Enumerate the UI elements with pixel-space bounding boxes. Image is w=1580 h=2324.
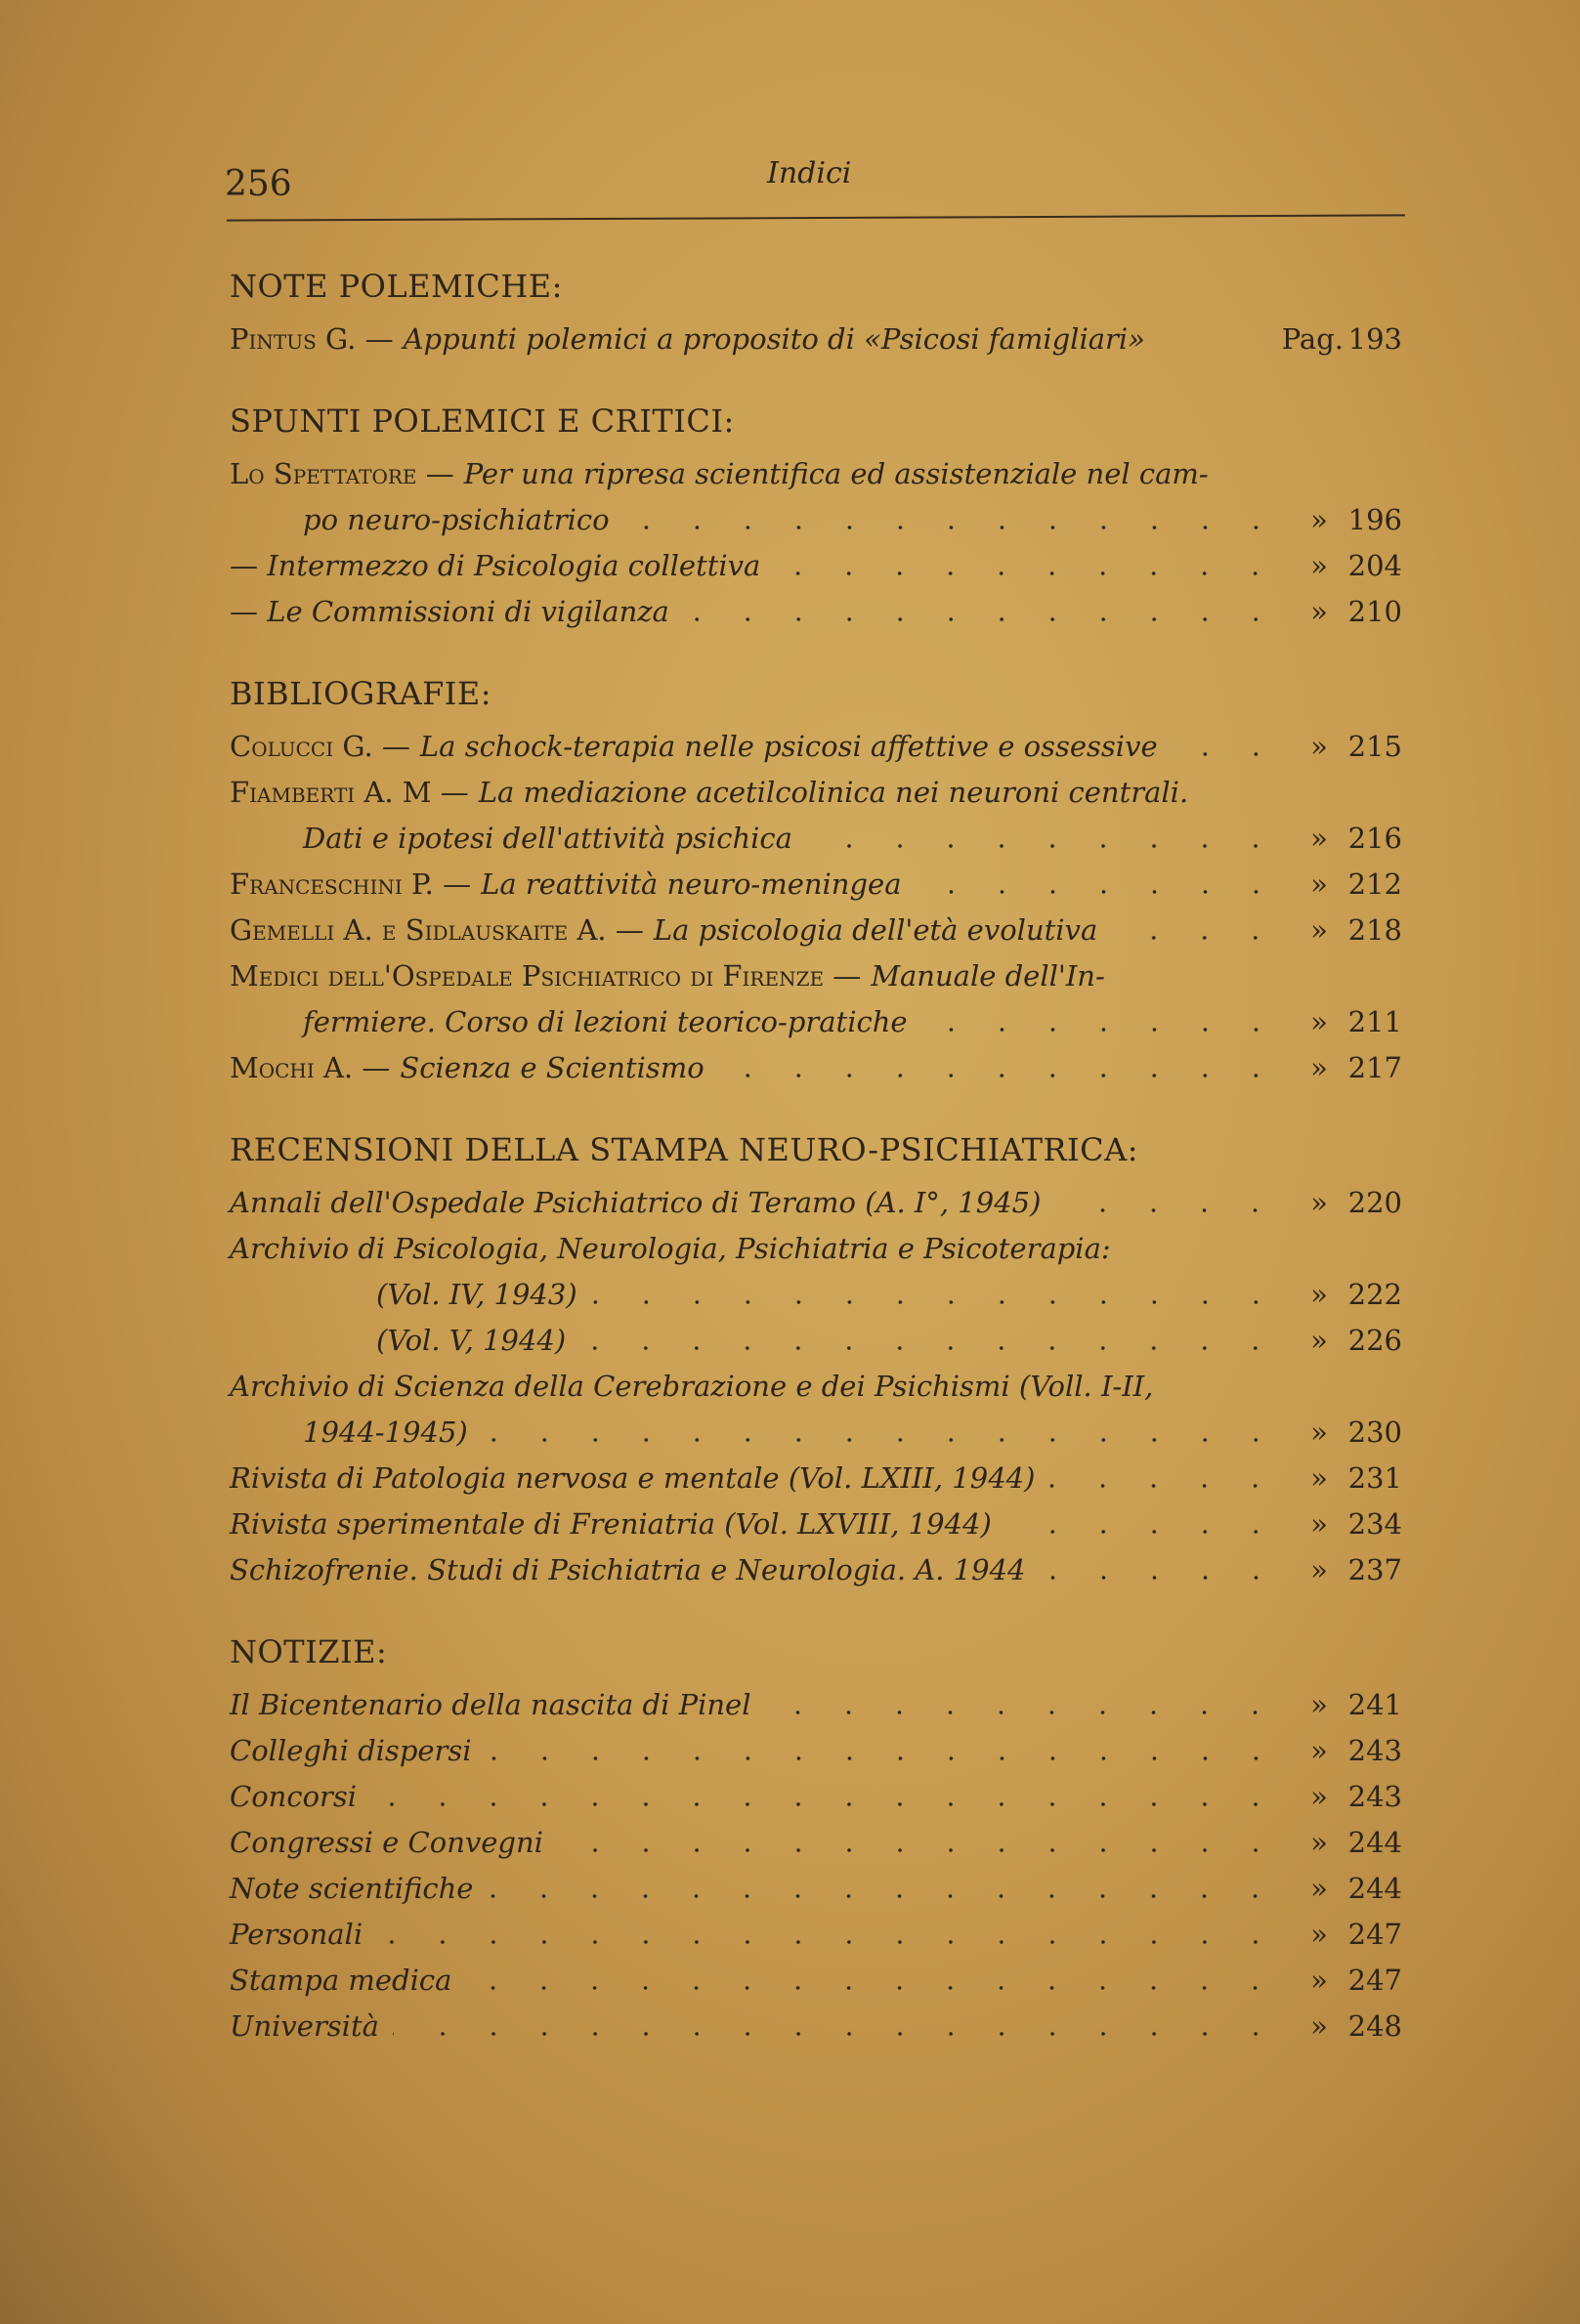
- page-number-ref: 212: [1347, 867, 1402, 901]
- entry-author: Franceschini P. —: [230, 867, 472, 901]
- entry-author: Lo Spettatore —: [230, 457, 454, 490]
- header-rule: [227, 214, 1405, 221]
- entry-author: Gemelli A. e Sidlauskaite A. —: [230, 913, 644, 947]
- dot-leader: [806, 843, 1281, 849]
- toc-entry: [230, 589, 1402, 635]
- page-number-ref: 196: [1347, 503, 1402, 536]
- dot-leader: [482, 1437, 1281, 1443]
- entry-title: Concorsi: [230, 1780, 358, 1813]
- ditto-mark: »: [1310, 867, 1328, 901]
- page-number-ref: 237: [1347, 1553, 1402, 1586]
- entry-title: Schizofrenie. Studi di Psichiatria e Neurologia. A. 1944: [230, 1553, 1026, 1586]
- page-number-ref: 247: [1347, 1918, 1402, 1951]
- entry-title: Rivista di Patologia nervosa e mentale (Vol. LXIII, 1944): [230, 1461, 1036, 1495]
- page-number: 256: [225, 164, 292, 204]
- dot-leader: [579, 1345, 1281, 1351]
- ditto-mark: »: [1310, 595, 1328, 628]
- dot-leader: [916, 889, 1281, 895]
- section-heading: NOTE POLEMICHE:: [230, 268, 563, 305]
- toc-entry: [230, 1226, 1402, 1272]
- ditto-mark: »: [1310, 549, 1328, 582]
- page-number-ref: 211: [1347, 1005, 1402, 1038]
- dot-leader: [623, 525, 1281, 530]
- entry-title: La schock-terapia nelle psicosi affettive e ossessive: [419, 730, 1158, 763]
- toc-entry: [230, 770, 1402, 816]
- dot-leader: [764, 1710, 1281, 1715]
- dot-leader: [1048, 1483, 1281, 1489]
- page-number-ref: 217: [1347, 1051, 1402, 1084]
- entry-title: (Vol. V, 1944): [376, 1324, 567, 1357]
- ditto-mark: »: [1310, 1872, 1328, 1905]
- dot-leader: [921, 1027, 1281, 1033]
- entry-author: Fiamberti A. M —: [230, 776, 469, 809]
- page-number-ref: 220: [1347, 1186, 1402, 1219]
- entry-title: Congressi e Convegni: [230, 1826, 543, 1859]
- page-number-ref: 210: [1347, 595, 1402, 628]
- entry-author: Pintus G. —: [230, 322, 394, 356]
- page-number-ref: 230: [1347, 1416, 1402, 1449]
- toc-entry: [230, 908, 1402, 953]
- entry-title: — Le Commissioni di vigilanza: [230, 595, 669, 628]
- entry-title: Dati e ipotesi dell'attività psichica: [303, 822, 792, 855]
- ditto-mark: »: [1310, 1324, 1328, 1357]
- entry-title: La mediazione acetilcolinica nei neuroni centrali.: [478, 776, 1189, 809]
- ditto-mark: »: [1310, 1051, 1328, 1084]
- toc-entry: [230, 1774, 1402, 1820]
- page-number-ref: 193: [1347, 322, 1402, 356]
- ditto-mark: »: [1310, 1734, 1328, 1767]
- toc-entry: [230, 1958, 1402, 2004]
- ditto-mark: »: [1310, 822, 1328, 855]
- entry-title: Appunti polemici a proposito di «Psicosi famigliari»: [403, 322, 1145, 356]
- entry-title: po neuro-psichiatrico: [303, 503, 610, 536]
- ditto-mark: »: [1310, 1553, 1328, 1586]
- ditto-mark: »: [1310, 1005, 1328, 1038]
- ditto-mark: »: [1310, 1278, 1328, 1311]
- toc-entry: [230, 1272, 1402, 1318]
- entry-title: Colleghi dispersi: [230, 1734, 472, 1767]
- dot-leader: [1005, 1529, 1281, 1535]
- page-number-ref: 244: [1347, 1826, 1402, 1859]
- page-prefix: Pag.: [1281, 322, 1344, 356]
- toc-entry: [230, 816, 1402, 862]
- table-of-contents: [230, 256, 1402, 2049]
- entry-title: — Intermezzo di Psicologia collettiva: [230, 549, 761, 582]
- ditto-mark: »: [1310, 1461, 1328, 1495]
- toc-entry: [230, 724, 1402, 770]
- toc-entry: [230, 317, 1402, 362]
- dot-leader: [1111, 935, 1281, 941]
- toc-entry: [230, 497, 1402, 543]
- toc-entry: [230, 1045, 1402, 1091]
- toc-entry: [230, 1547, 1402, 1593]
- entry-title: La reattività neuro-meningea: [481, 867, 902, 901]
- page-number-ref: 241: [1347, 1688, 1402, 1721]
- dot-leader: [370, 1801, 1281, 1807]
- page-number-ref: 244: [1347, 1872, 1402, 1905]
- page-number-ref: 218: [1347, 913, 1402, 947]
- entry-title: Note scientifiche: [230, 1872, 474, 1905]
- entry-author: Mochi A. —: [230, 1051, 391, 1084]
- entry-title: Scienza e Scientismo: [400, 1051, 705, 1084]
- section-heading: BIBLIOGRAFIE:: [230, 675, 492, 712]
- entry-title: Rivista sperimentale di Freniatria (Vol. LXVIII, 1944): [230, 1507, 992, 1541]
- ditto-mark: »: [1310, 1186, 1328, 1219]
- ditto-mark: »: [1310, 1688, 1328, 1721]
- toc-entry: [230, 1456, 1402, 1501]
- entry-title: La psicologia dell'età evolutiva: [653, 913, 1098, 947]
- toc-entry: [230, 2004, 1402, 2049]
- toc-entry: [230, 953, 1402, 999]
- dot-leader: [465, 1985, 1281, 1991]
- entry-title: fermiere. Corso di lezioni teorico-pratiche: [303, 1005, 908, 1038]
- ditto-mark: »: [1310, 1964, 1328, 1997]
- ditto-mark: »: [1310, 913, 1328, 947]
- dot-leader: [557, 1847, 1281, 1853]
- toc-entry: [230, 999, 1402, 1045]
- section-heading: SPUNTI POLEMICI E CRITICI:: [230, 402, 735, 440]
- dot-leader: [1054, 1207, 1281, 1213]
- ditto-mark: »: [1310, 1780, 1328, 1813]
- toc-entry: [230, 1866, 1402, 1912]
- ditto-mark: »: [1310, 730, 1328, 763]
- entry-title: Università: [230, 2009, 379, 2043]
- toc-entry: [230, 1728, 1402, 1774]
- toc-entry: [230, 543, 1402, 589]
- entry-title: Il Bicentenario della nascita di Pinel: [230, 1688, 751, 1721]
- ditto-mark: »: [1310, 2009, 1328, 2043]
- entry-title: Archivio di Scienza della Cerebrazione e dei Psichismi (Voll. I-II,: [230, 1370, 1154, 1403]
- dot-leader: [683, 616, 1281, 622]
- toc-entry: [230, 1501, 1402, 1547]
- ditto-mark: »: [1310, 1918, 1328, 1951]
- section-heading: RECENSIONI DELLA STAMPA NEURO-PSICHIATRICA:: [230, 1131, 1139, 1168]
- dot-leader: [1040, 1575, 1282, 1581]
- page-number-ref: 216: [1347, 822, 1402, 855]
- page-number-ref: 243: [1347, 1780, 1402, 1813]
- toc-entry: [230, 1410, 1402, 1456]
- entry-title: Personali: [230, 1918, 363, 1951]
- toc-entry: [230, 1682, 1402, 1728]
- page-number-ref: 215: [1347, 730, 1402, 763]
- entry-title: 1944-1945): [303, 1416, 468, 1449]
- page-number-ref: 243: [1347, 1734, 1402, 1767]
- dot-leader: [718, 1073, 1281, 1078]
- entry-title: Archivio di Psicologia, Neurologia, Psichiatria e Psicoterapia:: [230, 1232, 1111, 1265]
- dot-leader: [487, 1893, 1281, 1899]
- entry-title: Stampa medica: [230, 1964, 452, 1997]
- page-number-ref: 234: [1347, 1507, 1402, 1541]
- ditto-mark: »: [1310, 1826, 1328, 1859]
- dot-leader: [774, 570, 1281, 576]
- ditto-mark: »: [1310, 1416, 1328, 1449]
- dot-leader: [1172, 751, 1281, 757]
- dot-leader: [591, 1299, 1281, 1305]
- toc-entry: [230, 1364, 1402, 1410]
- page-number-ref: 222: [1347, 1278, 1402, 1311]
- dot-leader: [376, 1939, 1281, 1945]
- toc-entry: [230, 1912, 1402, 1958]
- toc-entry: [230, 862, 1402, 908]
- page-number-ref: 231: [1347, 1461, 1402, 1495]
- toc-entry: [230, 1318, 1402, 1364]
- entry-title: Manuale dell'In-: [871, 959, 1105, 993]
- ditto-mark: »: [1310, 1507, 1328, 1541]
- entry-title: (Vol. IV, 1943): [376, 1278, 577, 1311]
- ditto-mark: »: [1310, 503, 1328, 536]
- entry-author: Medici dell'Ospedale Psichiatrico di Firenze —: [230, 959, 862, 993]
- toc-entry: [230, 1180, 1402, 1226]
- entry-title: Per una ripresa scientifica ed assistenziale nel cam-: [463, 457, 1209, 490]
- entry-title: Annali dell'Ospedale Psichiatrico di Teramo (A. I°, 1945): [230, 1186, 1042, 1219]
- toc-entry: [230, 1820, 1402, 1866]
- page-number-ref: 248: [1347, 2009, 1402, 2043]
- dot-leader: [393, 2031, 1281, 2037]
- page-number-ref: 204: [1347, 549, 1402, 582]
- page-number-ref: 226: [1347, 1324, 1402, 1357]
- running-title: Indici: [767, 156, 852, 190]
- dot-leader: [486, 1755, 1281, 1761]
- toc-entry: [230, 451, 1402, 497]
- section-heading: NOTIZIE:: [230, 1633, 388, 1670]
- page-number-ref: 247: [1347, 1964, 1402, 1997]
- entry-author: Colucci G. —: [230, 730, 410, 763]
